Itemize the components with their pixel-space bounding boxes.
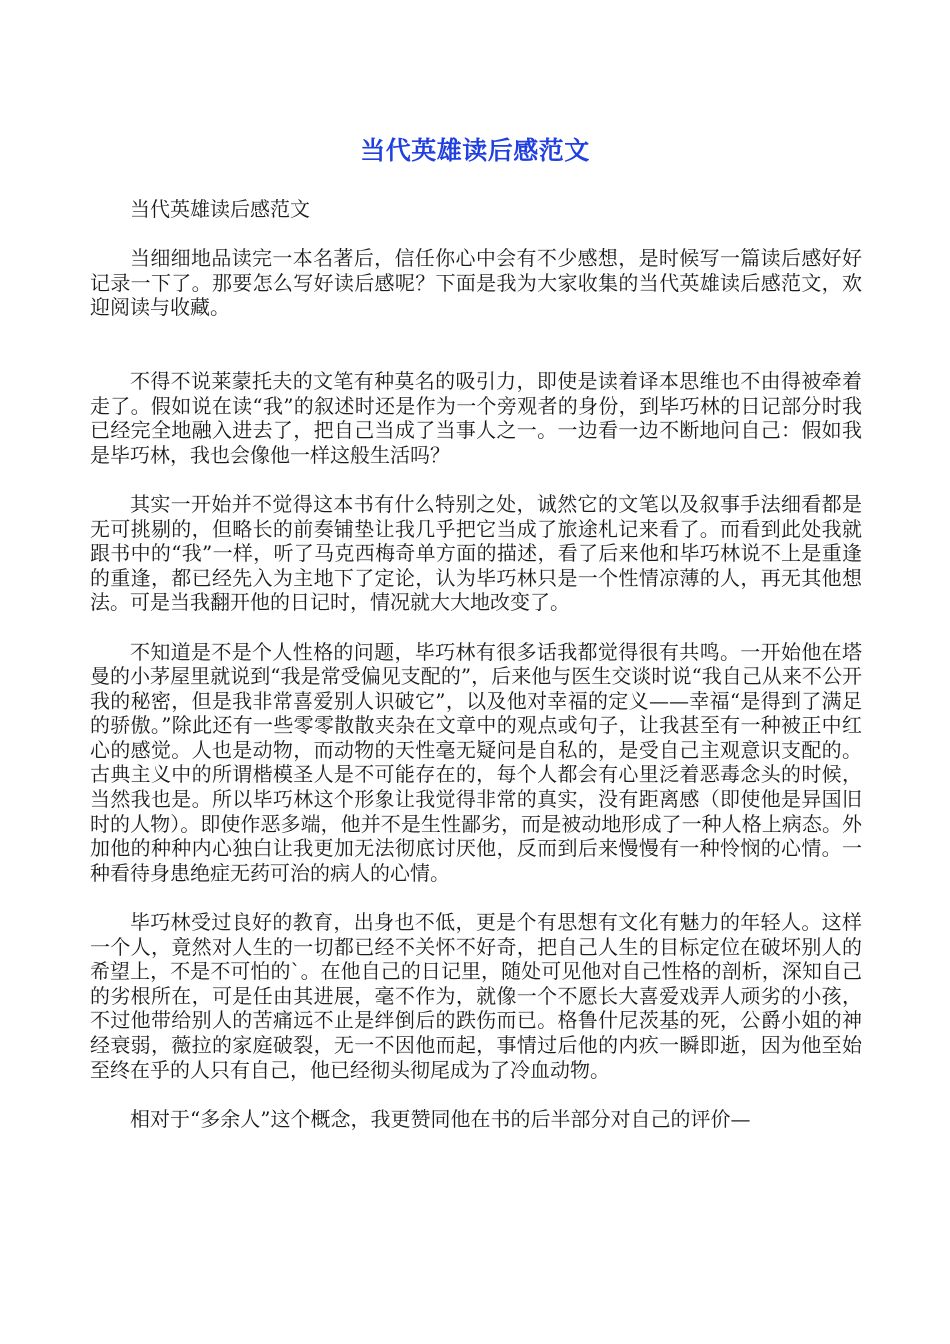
paragraph: 不知道是不是个人性格的问题，毕巧林有很多话我都觉得很有共鸣。一开始他在塔曼的小茅屋里就说到“我是常受偏见支配的”，后来他与医生交谈时说“我自己从来不公开我的秘密，但是我非常喜爱别人识破它”，以及他对幸福的定义——幸福“是得到了满足的骄傲。”除此还有一些零零散散夹杂在文章中的观点或句子，让我甚至有一种被正中红心的感觉。人也是动物，而动物的天性毫无疑问是自私的，是受自己主观意识支配的。古典主义中的所谓楷模圣人是不可能存在的，每个人都会有心里泛着恶毒念头的时候，当然我也是。所以毕巧林这个形象让我觉得非常的真实，没有距离感（即使他是异国旧时的人物）。即使作恶多端，他并不是生性鄙劣，而是被动地形成了一种人格上病态。外加他的种种内心独白让我更加无法彻底讨厌他，反而到后来慢慢有一种怜悯的心情。一种看待身患绝症无药可治的病人的心情。 xyxy=(90,639,862,885)
paragraph-intro: 当细细地品读完一本名著后，信任你心中会有不少感想，是时候写一篇读后感好好记录一下了。那要怎么写好读后感呢？下面是我为大家收集的当代英雄读后感范文，欢迎阅读与收藏。 xyxy=(90,246,862,320)
paragraph: 不得不说莱蒙托夫的文笔有种莫名的吸引力，即使是读着译本思维也不由得被牵着走了。假如说在读“我”的叙述时还是作为一个旁观者的身份，到毕巧林的日记部分时我已经完全地融入进去了，把自己当成了当事人之一。一边看一边不断地问自己：假如我是毕巧林，我也会像他一样这般生活吗？ xyxy=(90,368,862,467)
paragraph: 毕巧林受过良好的教育，出身也不低，更是个有思想有文化有魅力的年轻人。这样一个人，竟然对人生的一切都已经不关怀不好奇，把自己人生的目标定位在破坏别人的希望上，不是不可怕的`。在他自己的日记里，随处可见他对自己性格的剖析，深知自己的劣根所在，可是任由其进展，毫不作为，就像一个不愿长大喜爱戏弄人顽劣的小孩，不过他带给别人的苦痛远不止是绊倒后的跌伤而已。格鲁什尼茨基的死，公爵小姐的神经衰弱，薇拉的家庭破裂，无一不因他而起，事情过后他的内疚一瞬即逝，因为他至始至终在乎的人只有自己，他已经彻头彻尾成为了冷血动物。 xyxy=(90,910,862,1082)
document-body xyxy=(90,197,862,1131)
paragraph: 相对于“多余人”这个概念，我更赞同他在书的后半部分对自己的评价— xyxy=(130,1106,751,1131)
document-subtitle: 当代英雄读后感范文 xyxy=(130,197,310,221)
paragraph: 其实一开始并不觉得这本书有什么特别之处，诚然它的文笔以及叙事手法细看都是无可挑剔的，但略长的前奏铺垫让我几乎把它当成了旅途札记来看了。而看到此处我就跟书中的“我”一样，听了马克西梅奇单方面的描述，看了后来他和毕巧林说不上是重逢的重逢，都已经先入为主地下了定论，认为毕巧林只是一个性情凉薄的人，再无其他想法。可是当我翻开他的日记时，情况就大大地改变了。 xyxy=(90,491,862,615)
document-title: 当代英雄读后感范文 xyxy=(360,136,590,165)
